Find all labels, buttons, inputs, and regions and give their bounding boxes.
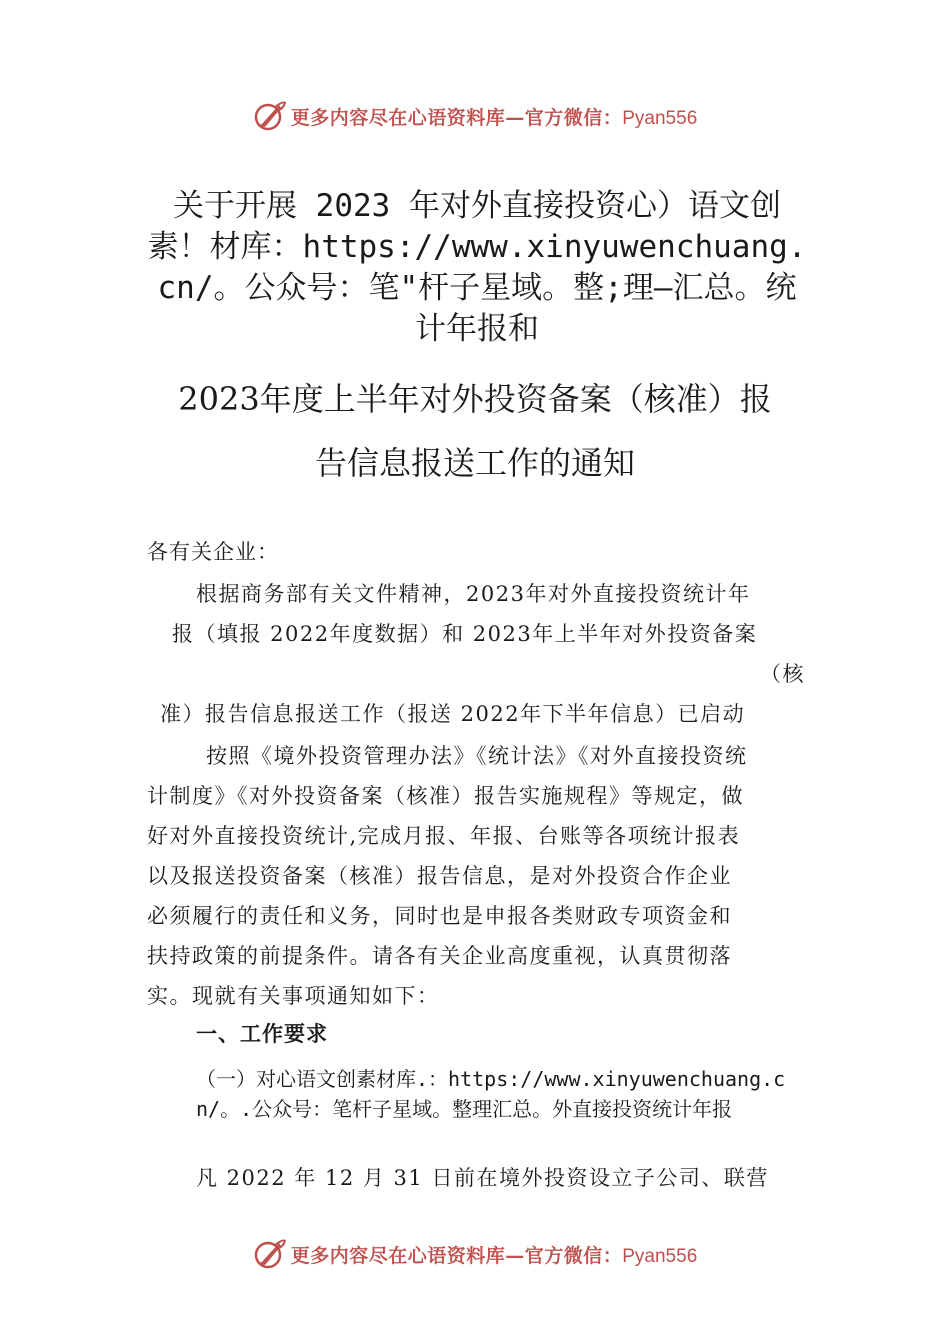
- quill-logo-icon: [253, 1237, 287, 1271]
- paragraph-2-line: 实。现就有关事项通知如下：: [147, 984, 440, 1008]
- salutation: 各有关企业：: [147, 540, 279, 564]
- document-title-line-1: 2023年度上半年对外投资备案（核准）报: [178, 380, 772, 418]
- document-title-garbled: 关于开展 2023 年对外直接投资心）语文创素！材库：https://www.xinyuwenchuang.cn/。公众号：笔"杆子星域。整;理—汇总。统计年报和: [147, 188, 807, 347]
- paragraph-1-line: 根据商务部有关文件精神，2023年对外直接投资统计年: [196, 582, 751, 606]
- paragraph-2-line: 必须履行的责任和义务，同时也是申报各类财政专项资金和: [147, 904, 732, 928]
- paragraph-2-line: 好对外直接投资统计,完成月报、年报、台账等各项统计报表: [147, 824, 741, 848]
- watermark-id: Pyan556: [622, 107, 698, 129]
- paragraph-2-line: 按照《境外投资管理办法》《统计法》《对外直接投资统: [206, 744, 748, 768]
- paragraph-1-line: （核: [760, 662, 805, 686]
- paragraph-1-line: 报（填报 2022年度数据）和 2023年上半年对外投资备案: [172, 622, 758, 646]
- paragraph-3-line: 凡 2022 年 12 月 31 日前在境外投资设立子公司、联营: [196, 1166, 769, 1190]
- watermark-text: 更多内容尽在心语资料库—官方微信：Pyan556: [290, 1244, 698, 1267]
- paragraph-2-line: 计制度》《对外投资备案（核准）报告实施规程》等规定，做: [147, 784, 744, 808]
- watermark-id: Pyan556: [622, 1245, 698, 1267]
- paragraph-2-line: 以及报送投资备案（核准）报告信息，是对外投资合作企业: [147, 864, 732, 888]
- paragraph-1-line: 准）报告信息报送工作（报送 2022年下半年信息）已启动: [160, 702, 746, 726]
- quill-logo-icon: [253, 99, 287, 133]
- paragraph-2-line: 扶持政策的前提条件。请各有关企业高度重视，认真贯彻落: [147, 944, 732, 968]
- header-watermark: [0, 96, 950, 136]
- watermark-text: 更多内容尽在心语资料库—官方微信：Pyan556: [290, 106, 698, 129]
- footer-watermark: [0, 1234, 950, 1274]
- section-heading-1: 一、工作要求: [196, 1022, 328, 1046]
- document-title-line-2: 告信息报送工作的通知: [314, 444, 635, 482]
- subsection-1: （一）对心语文创素材库.：https://www.xinyuwenchuang.cn/。.公众号：笔杆子星域。整理汇总。外直接投资统计年报: [196, 1067, 786, 1121]
